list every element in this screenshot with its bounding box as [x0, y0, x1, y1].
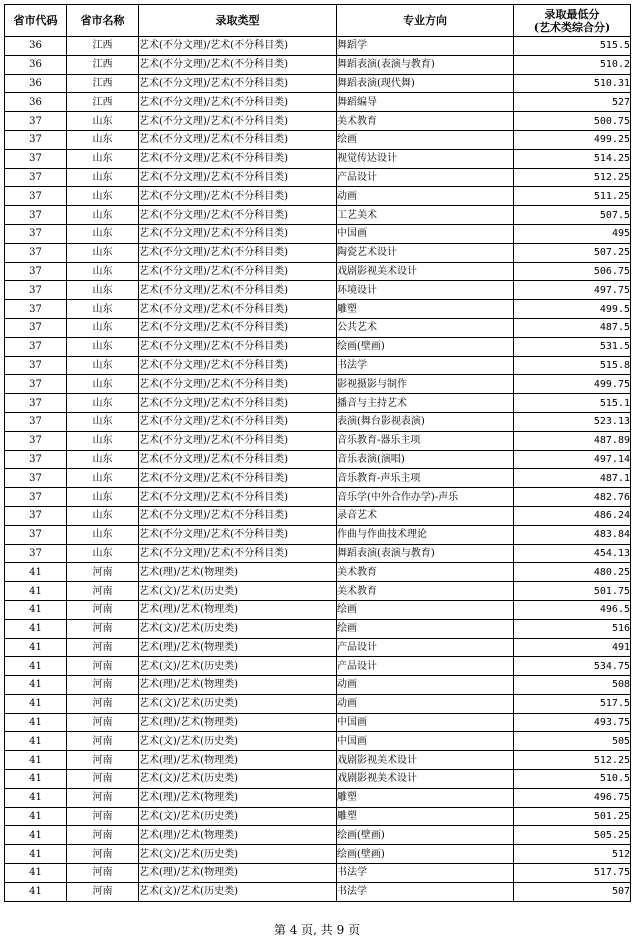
cell-province-code: 37	[5, 431, 67, 450]
cell-province-name: 山东	[67, 375, 139, 394]
cell-province-code: 41	[5, 713, 67, 732]
cell-province-code: 41	[5, 770, 67, 789]
table-row	[5, 619, 631, 638]
cell-major: 中国画	[337, 732, 514, 751]
table-row	[5, 394, 631, 413]
cell-admission-type: 艺术(理)/艺术(物理类)	[139, 788, 337, 807]
cell-min-score: 517.5	[514, 694, 631, 713]
table-row	[5, 788, 631, 807]
header-province-name: 省市名称	[67, 5, 139, 37]
cell-admission-type: 艺术(理)/艺术(物理类)	[139, 563, 337, 582]
header-row	[5, 5, 631, 37]
cell-major: 音乐教育-器乐主项	[337, 431, 514, 450]
cell-province-code: 37	[5, 112, 67, 131]
cell-min-score: 507	[514, 882, 631, 901]
cell-admission-type: 艺术(文)/艺术(历史类)	[139, 845, 337, 864]
cell-province-code: 37	[5, 394, 67, 413]
cell-province-name: 山东	[67, 149, 139, 168]
table-row	[5, 224, 631, 243]
cell-min-score: 487.5	[514, 318, 631, 337]
cell-major: 绘画	[337, 130, 514, 149]
cell-province-code: 41	[5, 807, 67, 826]
cell-admission-type: 艺术(不分文理)/艺术(不分科目类)	[139, 130, 337, 149]
cell-province-name: 河南	[67, 807, 139, 826]
cell-major: 舞蹈学	[337, 37, 514, 56]
cell-min-score: 512.25	[514, 168, 631, 187]
cell-major: 播音与主持艺术	[337, 394, 514, 413]
cell-major: 动画	[337, 694, 514, 713]
cell-major: 公共艺术	[337, 318, 514, 337]
cell-major: 绘画	[337, 600, 514, 619]
cell-admission-type: 艺术(不分文理)/艺术(不分科目类)	[139, 375, 337, 394]
cell-major: 音乐学(中外合作办学)-声乐	[337, 488, 514, 507]
table-row	[5, 431, 631, 450]
cell-min-score: 480.25	[514, 563, 631, 582]
cell-province-name: 河南	[67, 657, 139, 676]
table-row	[5, 375, 631, 394]
table-row	[5, 676, 631, 695]
cell-province-code: 37	[5, 318, 67, 337]
cell-major: 戏剧影视美术设计	[337, 770, 514, 789]
cell-province-name: 河南	[67, 638, 139, 657]
cell-province-code: 36	[5, 55, 67, 74]
cell-min-score: 514.25	[514, 149, 631, 168]
cell-admission-type: 艺术(理)/艺术(物理类)	[139, 676, 337, 695]
cell-admission-type: 艺术(理)/艺术(物理类)	[139, 864, 337, 883]
table-row	[5, 845, 631, 864]
cell-province-name: 河南	[67, 676, 139, 695]
cell-province-code: 37	[5, 300, 67, 319]
table-row	[5, 488, 631, 507]
cell-province-code: 41	[5, 826, 67, 845]
cell-province-name: 山东	[67, 525, 139, 544]
cell-major: 雕塑	[337, 788, 514, 807]
cell-province-name: 山东	[67, 318, 139, 337]
cell-admission-type: 艺术(不分文理)/艺术(不分科目类)	[139, 488, 337, 507]
cell-admission-type: 艺术(不分文理)/艺术(不分科目类)	[139, 112, 337, 131]
page-footer: 第 4 页, 共 9 页	[273, 923, 361, 937]
cell-province-code: 37	[5, 206, 67, 225]
cell-major: 雕塑	[337, 807, 514, 826]
table-header	[5, 5, 631, 37]
header-major: 专业方向	[337, 5, 514, 37]
table-row	[5, 694, 631, 713]
cell-min-score: 527	[514, 93, 631, 112]
table-row	[5, 864, 631, 883]
table-row	[5, 732, 631, 751]
cell-min-score: 491	[514, 638, 631, 657]
cell-major: 绘画(壁画)	[337, 337, 514, 356]
cell-province-code: 41	[5, 600, 67, 619]
cell-major: 书法学	[337, 864, 514, 883]
cell-admission-type: 艺术(文)/艺术(历史类)	[139, 807, 337, 826]
table-row	[5, 600, 631, 619]
cell-major: 书法学	[337, 356, 514, 375]
cell-province-name: 山东	[67, 243, 139, 262]
cell-admission-type: 艺术(不分文理)/艺术(不分科目类)	[139, 93, 337, 112]
cell-province-code: 37	[5, 412, 67, 431]
cell-major: 中国画	[337, 713, 514, 732]
cell-min-score: 506.75	[514, 262, 631, 281]
cell-min-score: 496.75	[514, 788, 631, 807]
cell-admission-type: 艺术(不分文理)/艺术(不分科目类)	[139, 262, 337, 281]
cell-major: 绘画(壁画)	[337, 826, 514, 845]
cell-admission-type: 艺术(文)/艺术(历史类)	[139, 694, 337, 713]
cell-min-score: 499.25	[514, 130, 631, 149]
cell-province-name: 河南	[67, 751, 139, 770]
cell-province-code: 37	[5, 168, 67, 187]
cell-min-score: 501.75	[514, 582, 631, 601]
table-row	[5, 544, 631, 563]
cell-admission-type: 艺术(不分文理)/艺术(不分科目类)	[139, 337, 337, 356]
table-row	[5, 412, 631, 431]
cell-admission-type: 艺术(不分文理)/艺术(不分科目类)	[139, 149, 337, 168]
cell-min-score: 505	[514, 732, 631, 751]
cell-admission-type: 艺术(不分文理)/艺术(不分科目类)	[139, 243, 337, 262]
cell-major: 环境设计	[337, 281, 514, 300]
cell-min-score: 515.8	[514, 356, 631, 375]
table-row	[5, 657, 631, 676]
cell-major: 戏剧影视美术设计	[337, 751, 514, 770]
cell-major: 音乐表演(演唱)	[337, 450, 514, 469]
cell-province-code: 37	[5, 130, 67, 149]
cell-min-score: 482.76	[514, 488, 631, 507]
cell-min-score: 510.2	[514, 55, 631, 74]
cell-min-score: 501.25	[514, 807, 631, 826]
cell-province-code: 37	[5, 356, 67, 375]
cell-admission-type: 艺术(理)/艺术(物理类)	[139, 713, 337, 732]
cell-min-score: 511.25	[514, 187, 631, 206]
table-row	[5, 206, 631, 225]
cell-province-code: 37	[5, 149, 67, 168]
header-min-score-line1: 录取最低分	[544, 7, 600, 21]
cell-province-name: 河南	[67, 882, 139, 901]
table-row	[5, 300, 631, 319]
cell-admission-type: 艺术(文)/艺术(历史类)	[139, 657, 337, 676]
cell-province-name: 河南	[67, 563, 139, 582]
cell-admission-type: 艺术(不分文理)/艺术(不分科目类)	[139, 224, 337, 243]
cell-province-name: 河南	[67, 582, 139, 601]
cell-province-code: 37	[5, 243, 67, 262]
cell-province-code: 37	[5, 488, 67, 507]
cell-province-code: 41	[5, 657, 67, 676]
cell-min-score: 496.5	[514, 600, 631, 619]
table-row	[5, 262, 631, 281]
cell-min-score: 515.1	[514, 394, 631, 413]
cell-admission-type: 艺术(不分文理)/艺术(不分科目类)	[139, 206, 337, 225]
cell-province-code: 41	[5, 694, 67, 713]
table-row	[5, 55, 631, 74]
cell-province-code: 41	[5, 619, 67, 638]
cell-major: 视觉传达设计	[337, 149, 514, 168]
cell-admission-type: 艺术(不分文理)/艺术(不分科目类)	[139, 450, 337, 469]
cell-min-score: 493.75	[514, 713, 631, 732]
cell-admission-type: 艺术(不分文理)/艺术(不分科目类)	[139, 74, 337, 93]
header-province-code: 省市代码	[5, 5, 67, 37]
cell-province-code: 41	[5, 751, 67, 770]
table-row	[5, 826, 631, 845]
cell-admission-type: 艺术(理)/艺术(物理类)	[139, 600, 337, 619]
cell-min-score: 497.75	[514, 281, 631, 300]
cell-province-name: 山东	[67, 450, 139, 469]
header-min-score	[514, 5, 631, 37]
cell-major: 影视摄影与制作	[337, 375, 514, 394]
cell-min-score: 499.75	[514, 375, 631, 394]
cell-province-code: 37	[5, 262, 67, 281]
cell-major: 音乐教育-声乐主项	[337, 469, 514, 488]
cell-province-name: 山东	[67, 300, 139, 319]
cell-province-code: 37	[5, 525, 67, 544]
header-min-score-line2: (艺术类综合分)	[533, 20, 611, 34]
cell-min-score: 500.75	[514, 112, 631, 131]
cell-admission-type: 艺术(不分文理)/艺术(不分科目类)	[139, 300, 337, 319]
cell-province-name: 山东	[67, 394, 139, 413]
cell-min-score: 486.24	[514, 506, 631, 525]
cell-major: 舞蹈表演(表演与教育)	[337, 55, 514, 74]
cell-admission-type: 艺术(不分文理)/艺术(不分科目类)	[139, 469, 337, 488]
cell-province-code: 37	[5, 187, 67, 206]
cell-admission-type: 艺术(不分文理)/艺术(不分科目类)	[139, 394, 337, 413]
cell-province-code: 37	[5, 224, 67, 243]
cell-admission-type: 艺术(不分文理)/艺术(不分科目类)	[139, 55, 337, 74]
cell-min-score: 512	[514, 845, 631, 864]
cell-province-code: 41	[5, 676, 67, 695]
table-row	[5, 450, 631, 469]
table-row	[5, 469, 631, 488]
table-row	[5, 318, 631, 337]
cell-province-code: 36	[5, 37, 67, 56]
cell-admission-type: 艺术(不分文理)/艺术(不分科目类)	[139, 168, 337, 187]
table-row	[5, 112, 631, 131]
cell-min-score: 517.75	[514, 864, 631, 883]
cell-min-score: 487.89	[514, 431, 631, 450]
table-row	[5, 506, 631, 525]
cell-province-code: 37	[5, 450, 67, 469]
cell-admission-type: 艺术(理)/艺术(物理类)	[139, 638, 337, 657]
cell-major: 书法学	[337, 882, 514, 901]
admission-score-table	[4, 4, 631, 902]
table-row	[5, 187, 631, 206]
table-row	[5, 281, 631, 300]
cell-province-code: 36	[5, 93, 67, 112]
table-row	[5, 582, 631, 601]
cell-province-code: 37	[5, 337, 67, 356]
cell-min-score: 510.31	[514, 74, 631, 93]
cell-admission-type: 艺术(文)/艺术(历史类)	[139, 770, 337, 789]
cell-province-code: 41	[5, 864, 67, 883]
cell-province-name: 山东	[67, 262, 139, 281]
cell-admission-type: 艺术(不分文理)/艺术(不分科目类)	[139, 544, 337, 563]
cell-major: 美术教育	[337, 563, 514, 582]
cell-province-code: 41	[5, 732, 67, 751]
cell-province-name: 山东	[67, 337, 139, 356]
cell-min-score: 487.1	[514, 469, 631, 488]
cell-major: 表演(舞台影视表演)	[337, 412, 514, 431]
cell-major: 产品设计	[337, 168, 514, 187]
table-row	[5, 563, 631, 582]
cell-min-score: 531.5	[514, 337, 631, 356]
cell-admission-type: 艺术(不分文理)/艺术(不分科目类)	[139, 281, 337, 300]
cell-min-score: 454.13	[514, 544, 631, 563]
cell-admission-type: 艺术(文)/艺术(历史类)	[139, 582, 337, 601]
cell-province-code: 37	[5, 544, 67, 563]
cell-province-name: 河南	[67, 732, 139, 751]
cell-admission-type: 艺术(不分文理)/艺术(不分科目类)	[139, 412, 337, 431]
cell-major: 产品设计	[337, 657, 514, 676]
cell-major: 动画	[337, 676, 514, 695]
cell-province-name: 河南	[67, 619, 139, 638]
table-body	[5, 37, 631, 902]
cell-province-name: 山东	[67, 544, 139, 563]
cell-min-score: 497.14	[514, 450, 631, 469]
table-row	[5, 74, 631, 93]
table-row	[5, 243, 631, 262]
cell-min-score: 515.5	[514, 37, 631, 56]
cell-min-score: 508	[514, 676, 631, 695]
table-row	[5, 525, 631, 544]
cell-major: 绘画(壁画)	[337, 845, 514, 864]
cell-major: 作曲与作曲技术理论	[337, 525, 514, 544]
cell-min-score: 507.5	[514, 206, 631, 225]
cell-province-name: 山东	[67, 130, 139, 149]
table-row	[5, 770, 631, 789]
table-row	[5, 168, 631, 187]
cell-province-code: 41	[5, 788, 67, 807]
cell-province-name: 河南	[67, 600, 139, 619]
cell-major: 绘画	[337, 619, 514, 638]
cell-province-name: 江西	[67, 93, 139, 112]
cell-province-name: 山东	[67, 488, 139, 507]
cell-min-score: 507.25	[514, 243, 631, 262]
cell-admission-type: 艺术(不分文理)/艺术(不分科目类)	[139, 506, 337, 525]
table-row	[5, 149, 631, 168]
cell-major: 产品设计	[337, 638, 514, 657]
cell-province-name: 河南	[67, 713, 139, 732]
cell-province-name: 山东	[67, 506, 139, 525]
table-row	[5, 751, 631, 770]
cell-province-name: 山东	[67, 187, 139, 206]
cell-major: 中国画	[337, 224, 514, 243]
cell-admission-type: 艺术(不分文理)/艺术(不分科目类)	[139, 356, 337, 375]
cell-province-name: 山东	[67, 206, 139, 225]
cell-major: 戏剧影视美术设计	[337, 262, 514, 281]
cell-province-name: 山东	[67, 469, 139, 488]
cell-admission-type: 艺术(文)/艺术(历史类)	[139, 732, 337, 751]
cell-major: 美术教育	[337, 112, 514, 131]
cell-min-score: 523.13	[514, 412, 631, 431]
cell-province-code: 41	[5, 563, 67, 582]
cell-province-code: 36	[5, 74, 67, 93]
cell-admission-type: 艺术(不分文理)/艺术(不分科目类)	[139, 318, 337, 337]
table-row	[5, 807, 631, 826]
cell-major: 雕塑	[337, 300, 514, 319]
table-row	[5, 638, 631, 657]
cell-major: 动画	[337, 187, 514, 206]
cell-min-score: 534.75	[514, 657, 631, 676]
cell-major: 陶瓷艺术设计	[337, 243, 514, 262]
cell-province-name: 山东	[67, 412, 139, 431]
cell-min-score: 483.84	[514, 525, 631, 544]
cell-min-score: 495	[514, 224, 631, 243]
cell-province-code: 37	[5, 281, 67, 300]
header-admission-type: 录取类型	[139, 5, 337, 37]
table-row	[5, 713, 631, 732]
cell-province-name: 河南	[67, 788, 139, 807]
cell-province-name: 河南	[67, 694, 139, 713]
cell-province-name: 山东	[67, 224, 139, 243]
cell-province-name: 河南	[67, 826, 139, 845]
cell-admission-type: 艺术(文)/艺术(历史类)	[139, 882, 337, 901]
table-row	[5, 337, 631, 356]
cell-province-name: 山东	[67, 168, 139, 187]
cell-province-name: 山东	[67, 281, 139, 300]
cell-province-code: 41	[5, 845, 67, 864]
cell-admission-type: 艺术(不分文理)/艺术(不分科目类)	[139, 37, 337, 56]
cell-province-name: 河南	[67, 864, 139, 883]
table-row	[5, 882, 631, 901]
cell-province-code: 37	[5, 506, 67, 525]
cell-major: 工艺美术	[337, 206, 514, 225]
cell-min-score: 505.25	[514, 826, 631, 845]
cell-admission-type: 艺术(不分文理)/艺术(不分科目类)	[139, 525, 337, 544]
cell-province-code: 41	[5, 582, 67, 601]
cell-province-code: 37	[5, 375, 67, 394]
cell-admission-type: 艺术(不分文理)/艺术(不分科目类)	[139, 187, 337, 206]
cell-province-name: 江西	[67, 37, 139, 56]
cell-admission-type: 艺术(理)/艺术(物理类)	[139, 751, 337, 770]
cell-province-name: 江西	[67, 55, 139, 74]
cell-province-name: 山东	[67, 112, 139, 131]
cell-min-score: 516	[514, 619, 631, 638]
cell-admission-type: 艺术(理)/艺术(物理类)	[139, 826, 337, 845]
cell-major: 录音艺术	[337, 506, 514, 525]
cell-min-score: 510.5	[514, 770, 631, 789]
cell-province-code: 37	[5, 469, 67, 488]
cell-major: 舞蹈表演(表演与教育)	[337, 544, 514, 563]
cell-province-name: 山东	[67, 356, 139, 375]
cell-province-name: 河南	[67, 770, 139, 789]
cell-province-code: 41	[5, 882, 67, 901]
cell-min-score: 512.25	[514, 751, 631, 770]
cell-admission-type: 艺术(文)/艺术(历史类)	[139, 619, 337, 638]
cell-admission-type: 艺术(不分文理)/艺术(不分科目类)	[139, 431, 337, 450]
cell-province-name: 江西	[67, 74, 139, 93]
table-row	[5, 356, 631, 375]
cell-province-name: 河南	[67, 845, 139, 864]
table-row	[5, 37, 631, 56]
cell-major: 美术教育	[337, 582, 514, 601]
cell-min-score: 499.5	[514, 300, 631, 319]
table-row	[5, 93, 631, 112]
cell-province-code: 41	[5, 638, 67, 657]
cell-province-name: 山东	[67, 431, 139, 450]
cell-major: 舞蹈编导	[337, 93, 514, 112]
table-row	[5, 130, 631, 149]
cell-major: 舞蹈表演(现代舞)	[337, 74, 514, 93]
